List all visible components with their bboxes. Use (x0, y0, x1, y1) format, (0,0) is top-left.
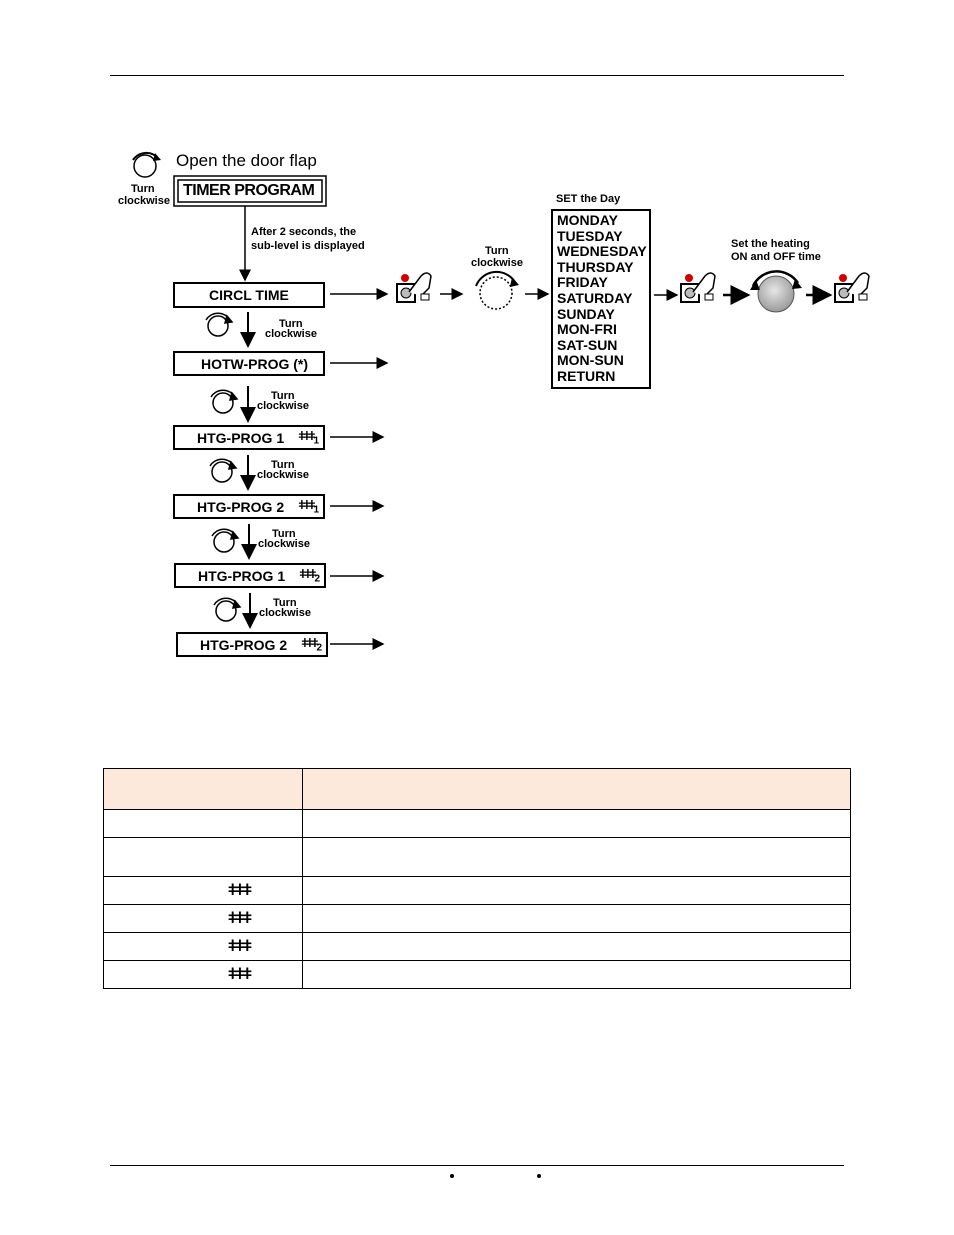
menu-label: HTG-PROG 1 (198, 567, 286, 584)
clockwise-label-1: clockwise (265, 328, 317, 340)
menu-htg-prog-2-circuit-1 (173, 494, 325, 519)
press-button-icon-1 (397, 273, 431, 302)
day-item: RETURN (557, 367, 616, 384)
footer-bullet (537, 1174, 541, 1178)
day-item: THURSDAY (557, 258, 634, 275)
turn-label-1: Turn (279, 318, 303, 330)
table-header-cell (303, 769, 851, 810)
menu-label: HTG-PROG 1 (197, 429, 285, 446)
turn-label-2: Turn (271, 390, 295, 402)
table-cell (303, 961, 851, 989)
set-heating-line-1: Set the heating (731, 238, 810, 250)
table-cell (104, 933, 303, 961)
radiator-icon: ǂǂǂ (227, 881, 250, 899)
table-row (104, 905, 851, 933)
after-note-line-2: sub-level is displayed (251, 240, 365, 252)
table-cell (104, 961, 303, 989)
menu-label: CIRCL TIME (209, 287, 289, 303)
menu-label: HOTW-PROG (*) (201, 355, 309, 372)
turn-label-4: Turn (272, 528, 296, 540)
day-list (551, 209, 651, 389)
knob-clockwise-label: clockwise (118, 195, 170, 207)
press-button-icon-2 (681, 273, 715, 302)
table-cell (104, 810, 303, 838)
clockwise-label-5: clockwise (259, 607, 311, 619)
table-row (104, 810, 851, 838)
table-header-cell (104, 769, 303, 810)
after-note-line-1: After 2 seconds, the (251, 226, 357, 238)
menu-label: HTG-PROG 2 (197, 498, 285, 515)
table-row (104, 838, 851, 877)
turn-label-5: Turn (273, 597, 297, 609)
turn-label-3: Turn (271, 459, 295, 471)
day-item: WEDNESDAY (557, 243, 647, 260)
day-item: MONDAY (557, 212, 618, 228)
day-item: SATURDAY (557, 289, 633, 306)
table-cell (104, 905, 303, 933)
day-item: MON-FRI (557, 321, 617, 338)
menu-htg-prog-2-circuit-2 (176, 632, 328, 657)
clockwise-label-3: clockwise (257, 469, 309, 481)
footer-bullet (450, 1174, 454, 1178)
table-row (104, 961, 851, 989)
footer-rule (110, 1165, 844, 1166)
table-cell (303, 905, 851, 933)
radiator-icon: ǂǂǂ (227, 909, 250, 927)
radiator-icon: ǂǂǂ (227, 937, 250, 955)
table-header-row (104, 769, 851, 810)
table-cell (104, 838, 303, 877)
knob-turn-label: Turn (131, 183, 155, 195)
timer-program-title: TIMER PROGRAM (183, 182, 315, 199)
day-item: FRIDAY (557, 274, 608, 291)
table-cell (303, 810, 851, 838)
radiator-icon: ǂǂǂ$_1$ (298, 429, 319, 447)
radiator-icon: ǂǂǂ (227, 965, 250, 983)
table-row (104, 877, 851, 905)
turn-label-right: Turn (485, 245, 509, 257)
set-day-label: SET the Day (556, 193, 621, 205)
open-flap-title: Open the door flap (176, 151, 317, 170)
menu-htg-prog-1-circuit-2 (174, 563, 326, 588)
menu-htg-prog-1-circuit-1 (173, 425, 325, 450)
table-cell (303, 838, 851, 877)
clockwise-label-right: clockwise (471, 257, 523, 269)
top-knob-icon (133, 153, 161, 177)
day-item: SAT-SUN (557, 336, 618, 353)
menu-circl-time (173, 282, 325, 308)
menu-hotw-prog (173, 351, 325, 376)
dotted-turn-knob-icon (476, 272, 519, 309)
radiator-icon: ǂǂǂ$_2$ (301, 636, 322, 654)
table-cell (303, 877, 851, 905)
clockwise-label-4: clockwise (258, 538, 310, 550)
table-cell (303, 933, 851, 961)
radiator-icon: ǂǂǂ$_2$ (299, 567, 320, 585)
radiator-icon: ǂǂǂ$_1$ (298, 498, 319, 516)
day-item: TUESDAY (557, 227, 623, 244)
menu-label: HTG-PROG 2 (200, 636, 288, 653)
set-heating-line-2: ON and OFF time (731, 251, 821, 263)
day-item: SUNDAY (557, 305, 615, 322)
program-table (103, 768, 851, 989)
day-item: MON-SUN (557, 352, 624, 369)
press-button-icon-3 (835, 273, 869, 302)
clockwise-label-2: clockwise (257, 400, 309, 412)
table-row (104, 933, 851, 961)
table-cell (104, 877, 303, 905)
heating-time-knob-icon (750, 271, 802, 312)
